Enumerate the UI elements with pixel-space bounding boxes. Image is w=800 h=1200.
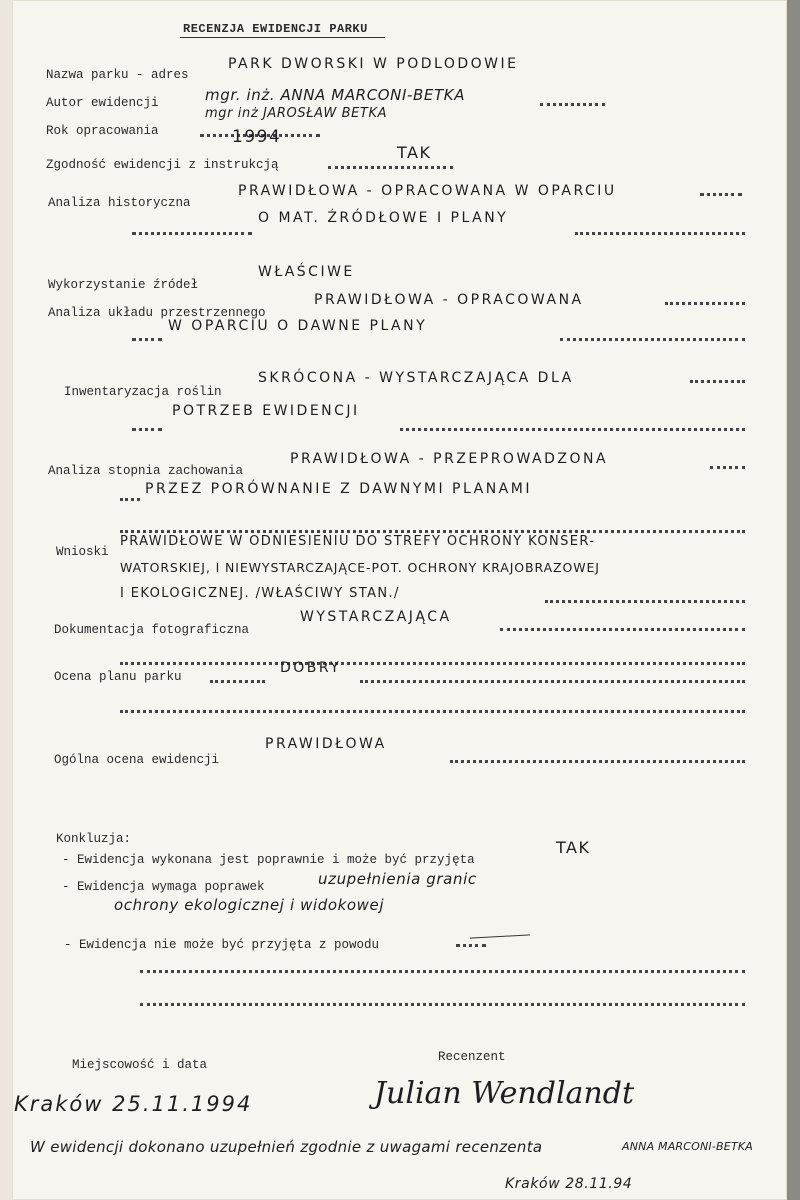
value-inwentaryzacja-2: POTRZEB EWIDENCJI: [172, 403, 360, 419]
dotted-line: [560, 338, 745, 341]
dotted-line: [690, 380, 745, 383]
konkluzja-heading: Konkluzja:: [56, 832, 132, 846]
value-autor-2: mgr inż JAROSŁAW BETKA: [205, 106, 388, 121]
dotted-line: [500, 628, 745, 631]
dotted-line: [665, 302, 745, 305]
dotted-line: [456, 944, 486, 947]
label-historyczna: Analiza historyczna: [48, 196, 191, 210]
value-inwentaryzacja: SKRÓCONA - WYSTARCZAJĄCA DLA: [258, 370, 574, 386]
label-uklad: Analiza układu przestrzennego: [48, 306, 266, 320]
title-underline: [180, 37, 385, 38]
place-date-value: Kraków 25.11.1994: [14, 1092, 253, 1116]
dotted-line: [328, 166, 453, 169]
value-nazwa: PARK DWORSKI W PODLODOWIE: [228, 56, 519, 72]
value-uklad: PRAWIDŁOWA - OPRACOWANA: [314, 292, 584, 308]
correction-note-author: ANNA MARCONI-BETKA: [622, 1140, 753, 1153]
dotted-line: [400, 428, 745, 431]
label-rok: Rok opracowania: [46, 124, 159, 138]
value-zachowania: PRAWIDŁOWA - PRZEPROWADZONA: [290, 451, 609, 467]
dotted-line: [140, 1003, 745, 1006]
dotted-line: [450, 760, 745, 763]
label-wnioski: Wnioski: [56, 545, 109, 559]
dotted-line: [575, 232, 745, 235]
value-historyczna-2: O MAT. ŹRÓDŁOWE I PLANY: [258, 210, 509, 226]
form-title: RECENZJA EWIDENCJI PARKU: [183, 22, 368, 36]
correction-note: W ewidencji dokonano uzupełnień zgodnie z uwagami recenzenta: [30, 1138, 543, 1156]
label-zachowania: Analiza stopnia zachowania: [48, 464, 244, 478]
dotted-line: [120, 498, 140, 501]
dotted-line: [700, 193, 742, 196]
dotted-line: [210, 680, 265, 683]
dotted-line: [120, 530, 745, 533]
dotted-line: [360, 680, 745, 683]
label-foto: Dokumentacja fotograficzna: [54, 623, 250, 637]
reviewer-label: Recenzent: [438, 1050, 506, 1064]
place-date-label: Miejscowość i data: [72, 1058, 208, 1072]
value-uklad-2: W OPARCIU O DAWNE PLANY: [168, 318, 428, 334]
reviewer-signature: Julian Wendlandt: [374, 1076, 635, 1111]
value-zachowania-2: PRZEZ PORÓWNANIE Z DAWNYMI PLANAMI: [145, 481, 532, 497]
label-zrodel: Wykorzystanie źródeł: [48, 278, 199, 292]
konkluzja-option-accepted-value: TAK: [556, 838, 591, 857]
label-nazwa: Nazwa parku - adres: [46, 68, 189, 82]
value-zrodel: WŁAŚCIWE: [258, 264, 355, 280]
label-zgodnosc: Zgodność ewidencji z instrukcją: [46, 158, 279, 172]
value-zgodnosc: TAK: [397, 143, 432, 162]
dotted-line: [540, 103, 605, 106]
value-wnioski-2: WATORSKIEJ, I NIEWYSTARCZAJĄCE-POT. OCHRONY KRAJOBRAZOWEJ: [120, 560, 600, 575]
dotted-line: [120, 662, 745, 665]
value-rok: 1994: [232, 127, 282, 147]
scan-right-edge: [787, 0, 800, 1200]
value-ogolna: PRAWIDŁOWA: [265, 736, 387, 752]
value-foto: WYSTARCZAJĄCA: [300, 609, 452, 625]
konkluzja-option-corrections-value-2: ochrony ekologicznej i widokowej: [114, 896, 385, 914]
correction-note-date: Kraków 28.11.94: [505, 1176, 633, 1192]
value-wnioski: PRAWIDŁOWE W ODNIESIENIU DO STREFY OCHRONY KONSER-: [120, 534, 596, 549]
dotted-line: [132, 428, 162, 431]
konkluzja-option-corrections: - Ewidencja wymaga poprawek: [62, 880, 265, 894]
konkluzja-option-corrections-value: uzupełnienia granic: [318, 870, 477, 888]
label-plan: Ocena planu parku: [54, 670, 182, 684]
konkluzja-option-accepted: - Ewidencja wykonana jest poprawnie i może być przyjęta: [62, 853, 475, 867]
dotted-line: [132, 232, 252, 235]
konkluzja-option-rejected: - Ewidencja nie może być przyjęta z powodu: [64, 938, 380, 952]
dotted-line: [140, 970, 745, 973]
scan-left-margin: [0, 0, 12, 1200]
label-inwentaryzacja: Inwentaryzacja roślin: [64, 385, 222, 399]
dotted-line: [545, 600, 745, 603]
value-historyczna: PRAWIDŁOWA - OPRACOWANA W OPARCIU: [238, 183, 617, 199]
dotted-line: [710, 466, 745, 469]
dotted-line: [120, 710, 745, 713]
value-autor: mgr. inż. ANNA MARCONI-BETKA: [205, 86, 466, 104]
value-plan: DOBRY: [280, 660, 342, 676]
label-autor: Autor ewidencji: [46, 96, 159, 110]
value-wnioski-3: I EKOLOGICZNEJ. /WŁAŚCIWY STAN./: [120, 586, 400, 601]
dotted-line: [132, 338, 162, 341]
label-ogolna: Ogólna ocena ewidencji: [54, 753, 220, 767]
